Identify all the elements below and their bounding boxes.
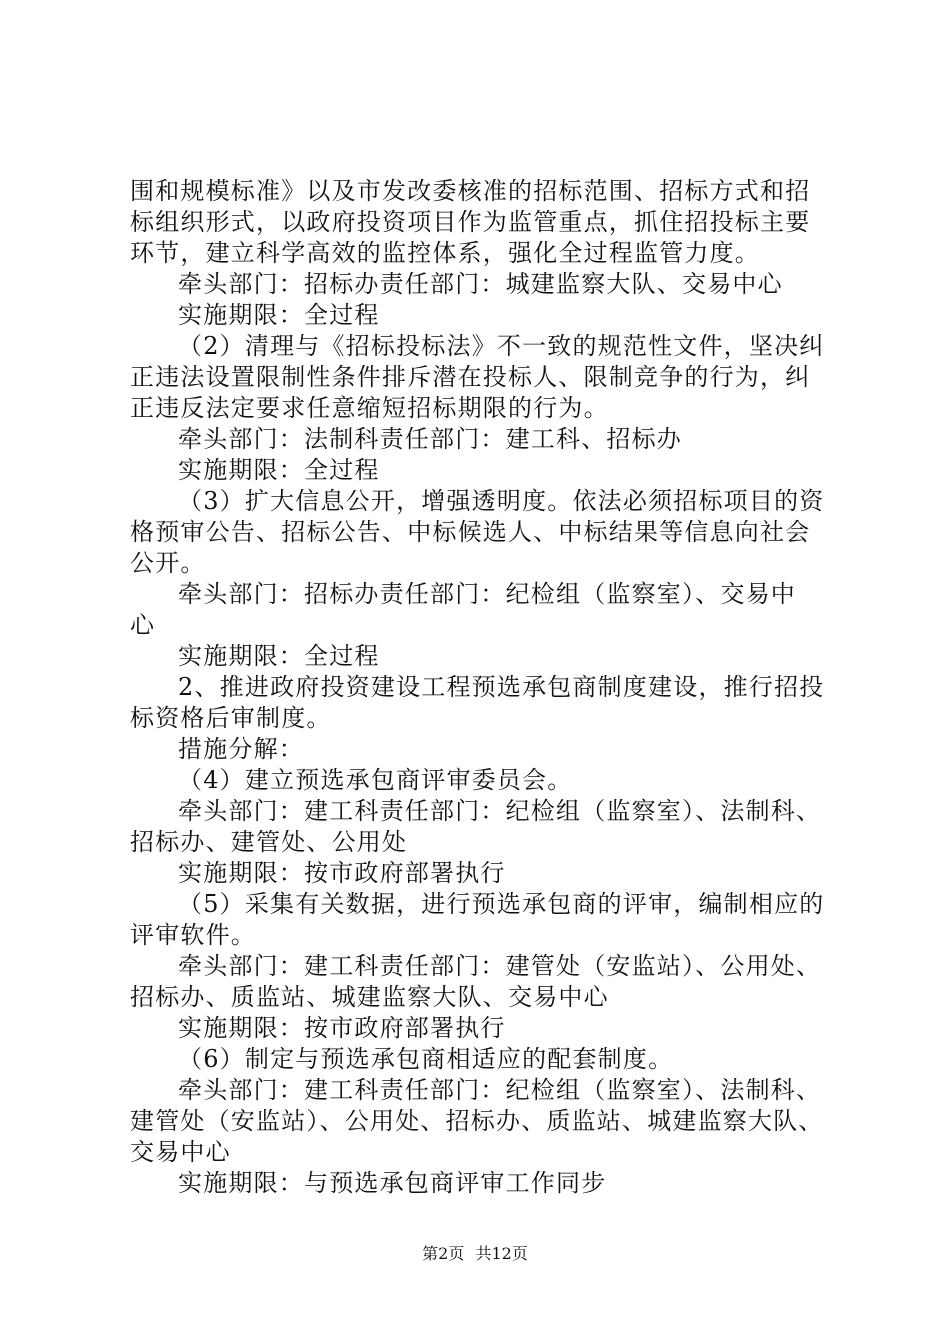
text-line: 实施期限：按市政府部署执行 [178, 1014, 506, 1042]
text-line: 2、推进政府投资建设工程预选承包商制度建设，推行招投 [178, 673, 825, 701]
text-line: 牵头部门：建工科责任部门：纪检组（监察室）、法制科、 [178, 1076, 822, 1104]
text-line: （5）采集有关数据，进行预选承包商的评审，编制相应的 [178, 890, 825, 918]
text-line: 招标办、建管处、公用处 [130, 828, 408, 856]
document-body [130, 176, 842, 1199]
text-line: 建管处（安监站）、公用处、招标办、质监站、城建监察大队、 [130, 1107, 824, 1135]
page-total: 共12页 [475, 1244, 528, 1263]
text-line: 措施分解： [178, 735, 304, 763]
text-line: 正违反法定要求任意缩短招标期限的行为。 [130, 394, 609, 422]
text-line: 实施期限：全过程 [178, 642, 380, 670]
text-line: 心 [130, 611, 156, 639]
text-line: 牵头部门：招标办责任部门：纪检组（监察室）、交易中 [178, 580, 796, 608]
text-line: 牵头部门：建工科责任部门：建管处（安监站）、公用处、 [178, 952, 822, 980]
text-line: （2）清理与《招标投标法》不一致的规范性文件，坚决纠 [178, 332, 825, 360]
text-line: （3）扩大信息公开，增强透明度。依法必须招标项目的资 [178, 487, 825, 515]
text-line: 标资格后审制度。 [130, 704, 332, 732]
text-line: 实施期限：全过程 [178, 456, 380, 484]
text-line: 牵头部门：建工科责任部门：纪检组（监察室）、法制科、 [178, 797, 822, 825]
text-line: 牵头部门：招标办责任部门：城建监察大队、交易中心 [178, 270, 783, 298]
page-footer [0, 1244, 950, 1264]
text-line: 实施期限：全过程 [178, 301, 380, 329]
text-line: （6）制定与预选承包商相适应的配套制度。 [178, 1045, 674, 1073]
text-line: 正违法设置限制性条件排斥潜在投标人、限制竞争的行为，纠 [130, 363, 811, 391]
text-line: 环节，建立科学高效的监控体系，强化全过程监管力度。 [130, 239, 760, 267]
text-line: 交易中心 [130, 1138, 231, 1166]
text-line: 格预审公告、招标公告、中标候选人、中标结果等信息向社会 [130, 518, 811, 546]
text-line: （4）建立预选承包商评审委员会。 [178, 766, 573, 794]
text-line: 实施期限：与预选承包商评审工作同步 [178, 1169, 607, 1197]
text-line: 实施期限：按市政府部署执行 [178, 859, 506, 887]
text-line: 牵头部门：法制科责任部门：建工科、招标办 [178, 425, 682, 453]
page-number: 第2页 [422, 1244, 465, 1263]
text-line: 公开。 [130, 549, 206, 577]
text-line: 评审软件。 [130, 921, 256, 949]
text-line: 招标办、质监站、城建监察大队、交易中心 [130, 983, 609, 1011]
text-line: 标组织形式，以政府投资项目作为监管重点，抓住招投标主要 [130, 208, 811, 236]
text-line: 围和规模标准》以及市发改委核准的招标范围、招标方式和招 [130, 177, 811, 205]
